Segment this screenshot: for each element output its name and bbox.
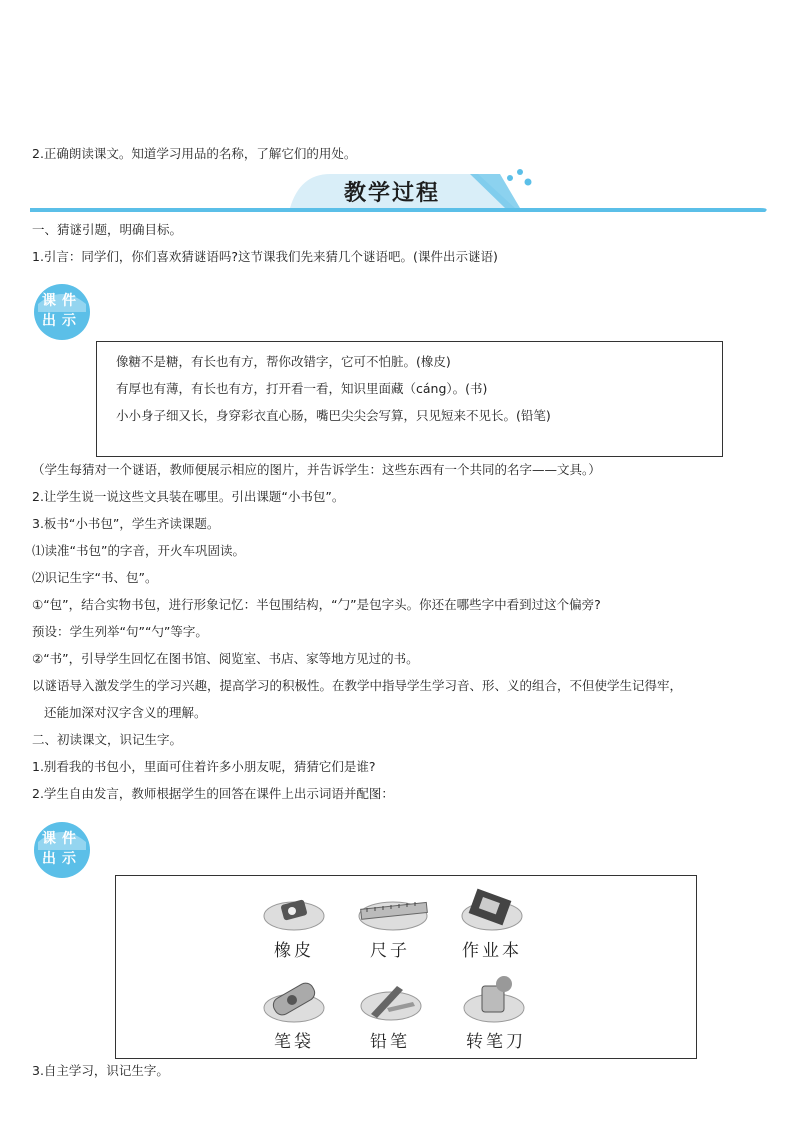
body-line: （学生每猜对一个谜语，教师便展示相应的图片，并告诉学生：这些东西有一个共同的名字——文具。） — [32, 462, 601, 477]
badge-char: 件 — [62, 831, 76, 847]
riddle-1: 像糖不是糖，有长也有方，帮你改错字，它可不怕脏。(橡皮) — [116, 354, 451, 369]
badge-char: 课 — [42, 293, 56, 309]
supply-label-pencil-case: 笔袋 — [274, 1032, 314, 1052]
pencil-icon — [357, 978, 425, 1022]
body-line: ①“包”，结合实物书包，进行形象记忆：半包围结构，“勹”是包字头。你还在哪些字中看到过这个偏旁? — [32, 597, 601, 612]
exercise-book-icon — [460, 888, 524, 932]
ruler-icon — [355, 892, 431, 932]
badge-char: 出 — [42, 313, 56, 329]
badge-char: 示 — [62, 313, 76, 329]
part1-step1: 1.引言：同学们，你们喜欢猜谜语吗?这节课我们先来猜几个谜语吧。(课件出示谜语) — [32, 249, 498, 264]
body-line: ②“书”，引导学生回忆在图书馆、阅览室、书店、家等地方见过的书。 — [32, 651, 419, 666]
body-line: 3.板书“小书包”，学生齐读课题。 — [32, 516, 220, 531]
badge-char: 出 — [42, 851, 56, 867]
part1-heading: 一、猜谜引题，明确目标。 — [32, 222, 183, 237]
body-line: ⑵识记生字“书、包”。 — [32, 570, 158, 585]
supply-label-eraser: 橡皮 — [274, 941, 314, 961]
supply-label-exercise-book: 作业本 — [462, 941, 522, 961]
body-line: ⑴读准“书包”的字音，开火车巩固读。 — [32, 543, 245, 558]
eraser-icon — [262, 892, 326, 932]
pencil-case-icon — [262, 976, 326, 1024]
body-line: 2.让学生说一说这些文具装在哪里。引出课题“小书包”。 — [32, 489, 345, 504]
supply-label-sharpener: 转笔刀 — [466, 1032, 526, 1052]
badge-char: 课 — [42, 831, 56, 847]
body-line: 1.别看我的书包小，里面可住着许多小朋友呢，猜猜它们是谁? — [32, 759, 376, 774]
body-line: 还能加深对汉字含义的理解。 — [44, 705, 207, 720]
body-line: 预设：学生列举“句”“勺”等字。 — [32, 624, 208, 639]
body-line: 2.学生自由发言，教师根据学生的回答在课件上出示词语并配图： — [32, 786, 394, 801]
riddle-2: 有厚也有薄，有长也有方，打开看一看，知识里面藏（cáng）。(书) — [116, 381, 488, 396]
part2-heading: 二、初读课文，识记生字。 — [32, 732, 183, 747]
badge-char: 示 — [62, 851, 76, 867]
body-line: 以谜语导入激发学生的学习兴趣，提高学习的积极性。在教学中指导学生学习音、形、义的组合，不但使学生记得牢， — [32, 678, 683, 693]
final-step: 3.自主学习，识记生字。 — [32, 1063, 169, 1078]
supply-label-pencil: 铅笔 — [370, 1032, 410, 1052]
pencil-sharpener-icon — [462, 972, 526, 1024]
learning-goal-2: 2.正确朗读课文。知道学习用品的名称，了解它们的用处。 — [32, 146, 357, 161]
badge-char: 件 — [62, 293, 76, 309]
riddle-3: 小小身子细又长，身穿彩衣直心肠，嘴巴尖尖会写算，只见短来不见长。(铅笔) — [116, 408, 551, 423]
supply-label-ruler: 尺子 — [370, 941, 410, 961]
section-title: 教学过程 — [344, 181, 441, 206]
